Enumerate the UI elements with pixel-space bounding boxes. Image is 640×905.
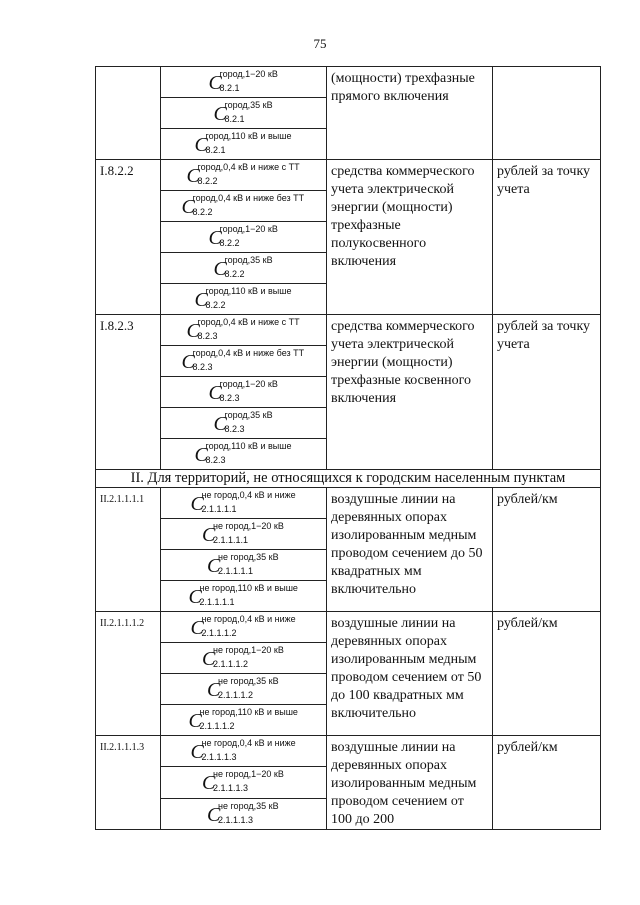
formula-subscript: 2.1.1.1.1 — [199, 597, 235, 607]
formula-superscript: город,1−20 кВ — [219, 379, 278, 389]
formula-subscript: 2.1.1.1.3 — [201, 752, 237, 762]
formula-superscript: город,0,4 кВ и ниже без ТТ — [192, 193, 305, 203]
formula-superscript: не город,35 кВ — [218, 800, 279, 811]
row-description: воздушные линии на деревянных опорах изолированным медным проводом сечением от 50 до 100 квадратных мм включительно — [327, 612, 493, 736]
formula-superscript: город,35 кВ — [224, 255, 273, 265]
formula-cell — [161, 581, 327, 612]
row-unit — [493, 67, 601, 160]
formula-subscript: 2.1.1.1.3 — [213, 783, 249, 794]
formula-symbol: C — [190, 617, 204, 639]
row-description: средства коммерческого учета электрической энергии (мощности) трехфазные полукосвенного включения — [327, 160, 493, 315]
formula-cell — [161, 377, 327, 408]
formula-subscript: 2.1.1.1.2 — [218, 690, 254, 700]
formula-subscript: 8.2.3 — [219, 393, 240, 403]
formula-cell — [161, 519, 327, 550]
formula-subscript: 8.2.1 — [224, 114, 245, 124]
row-unit: рублей/км — [493, 612, 601, 736]
formula-subscript: 8.2.1 — [205, 145, 226, 155]
formula-cell — [161, 346, 327, 377]
formula-cell — [161, 439, 327, 470]
table-row — [96, 736, 601, 767]
formula-cell — [161, 408, 327, 439]
row-code: I.8.2.2 — [96, 160, 161, 315]
formula-superscript: не город,35 кВ — [218, 552, 279, 562]
table-row — [96, 612, 601, 643]
formula-cell — [161, 98, 327, 129]
row-code — [96, 67, 161, 160]
row-description: воздушные линии на деревянных опорах изолированным медным проводом сечением от 100 до 200 — [327, 736, 493, 830]
formula-cell — [161, 67, 327, 98]
formula-subscript: 2.1.1.1.2 — [201, 628, 237, 638]
formula-symbol: C — [208, 72, 222, 94]
formula-symbol: C — [207, 555, 221, 577]
formula-superscript: не город,1−20 кВ — [213, 521, 284, 531]
formula-superscript: не город,1−20 кВ — [213, 769, 284, 780]
formula-superscript: город,35 кВ — [224, 410, 273, 420]
row-description: воздушные линии на деревянных опорах изолированным медным проводом сечением до 50 квадратных мм включительно — [327, 488, 493, 612]
formula-cell — [161, 315, 327, 346]
section-heading: II. Для территорий, не относящихся к городским населенным пунктам — [96, 470, 601, 488]
formula-subscript: 8.2.2 — [192, 207, 213, 217]
formula-symbol: C — [190, 493, 204, 515]
formula-cell — [161, 222, 327, 253]
formula-subscript: 8.2.2 — [205, 300, 226, 310]
row-code: II.2.1.1.1.2 — [96, 612, 161, 736]
formula-subscript: 2.1.1.1.1 — [218, 566, 254, 576]
formula-symbol: C — [194, 134, 208, 156]
formula-cell — [161, 284, 327, 315]
formula-cell — [161, 191, 327, 222]
formula-subscript: 8.2.3 — [192, 362, 213, 372]
formula-symbol: C — [213, 413, 227, 435]
formula-symbol: C — [208, 382, 222, 404]
formula-cell — [161, 129, 327, 160]
row-code: I.8.2.3 — [96, 315, 161, 470]
formula-superscript: не город,110 кВ и выше — [199, 707, 298, 717]
formula-subscript: 8.2.3 — [224, 424, 245, 434]
formula-symbol: C — [213, 258, 227, 280]
formula-superscript: город,0,4 кВ и ниже с ТТ — [197, 317, 300, 327]
row-unit: рублей за точку учета — [493, 315, 601, 470]
formula-subscript: 8.2.2 — [197, 176, 218, 186]
formula-superscript: не город,0,4 кВ и ниже — [201, 490, 296, 500]
row-unit: рублей/км — [493, 736, 601, 830]
table-row — [96, 488, 601, 519]
tariff-table — [95, 66, 601, 830]
formula-symbol: C — [188, 710, 202, 732]
formula-superscript: не город,1−20 кВ — [213, 645, 284, 655]
formula-superscript: не город,110 кВ и выше — [199, 583, 298, 593]
row-code: II.2.1.1.1.3 — [96, 736, 161, 830]
formula-cell — [161, 798, 327, 829]
formula-superscript: город,0,4 кВ и ниже с ТТ — [197, 162, 300, 172]
formula-superscript: город,35 кВ — [224, 100, 273, 110]
page-number: 75 — [313, 36, 327, 51]
formula-symbol: C — [202, 524, 216, 546]
formula-cell — [161, 550, 327, 581]
formula-subscript: 2.1.1.1.3 — [218, 814, 254, 825]
formula-cell — [161, 674, 327, 705]
formula-cell — [161, 612, 327, 643]
formula-symbol: C — [202, 648, 216, 670]
formula-cell — [161, 488, 327, 519]
section-row — [96, 470, 601, 488]
formula-symbol: C — [181, 196, 195, 218]
formula-cell — [161, 253, 327, 284]
formula-symbol: C — [213, 103, 227, 125]
row-code: II.2.1.1.1.1 — [96, 488, 161, 612]
formula-subscript: 2.1.1.1.1 — [213, 535, 249, 545]
formula-superscript: город,1−20 кВ — [219, 224, 278, 234]
formula-symbol: C — [181, 351, 195, 373]
table-row — [96, 67, 601, 98]
formula-symbol: C — [186, 165, 200, 187]
formula-subscript: 2.1.1.1.2 — [213, 659, 249, 669]
row-unit: рублей за точку учета — [493, 160, 601, 315]
row-description: (мощности) трехфазные прямого включения — [327, 67, 493, 160]
formula-superscript: город,110 кВ и выше — [205, 286, 292, 296]
formula-superscript: город,1−20 кВ — [219, 69, 278, 79]
formula-symbol: C — [207, 803, 221, 826]
formula-subscript: 8.2.3 — [205, 455, 226, 465]
formula-subscript: 2.1.1.1.2 — [199, 721, 235, 731]
formula-cell — [161, 767, 327, 798]
formula-subscript: 2.1.1.1.1 — [201, 504, 237, 514]
formula-symbol: C — [208, 227, 222, 249]
formula-symbol: C — [207, 679, 221, 701]
table-row — [96, 160, 601, 191]
formula-superscript: город,110 кВ и выше — [205, 441, 292, 451]
formula-superscript: не город,0,4 кВ и ниже — [201, 614, 296, 624]
formula-symbol: C — [202, 772, 216, 795]
row-unit: рублей/км — [493, 488, 601, 612]
formula-subscript: 8.2.1 — [219, 83, 240, 93]
formula-symbol: C — [194, 289, 208, 311]
formula-symbol: C — [186, 320, 200, 342]
formula-symbol: C — [190, 741, 204, 763]
formula-cell — [161, 736, 327, 767]
formula-superscript: город,110 кВ и выше — [205, 131, 292, 141]
formula-superscript: не город,35 кВ — [218, 676, 279, 686]
formula-superscript: город,0,4 кВ и ниже без ТТ — [192, 348, 305, 358]
row-description: средства коммерческого учета электрической энергии (мощности) трехфазные косвенного включения — [327, 315, 493, 470]
table-row — [96, 315, 601, 346]
formula-subscript: 8.2.2 — [219, 238, 240, 248]
formula-subscript: 8.2.2 — [224, 269, 245, 279]
formula-symbol: C — [194, 444, 208, 466]
formula-subscript: 8.2.3 — [197, 331, 218, 341]
formula-symbol: C — [188, 586, 202, 608]
formula-cell — [161, 643, 327, 674]
formula-cell — [161, 160, 327, 191]
formula-superscript: не город,0,4 кВ и ниже — [201, 738, 296, 748]
formula-cell — [161, 705, 327, 736]
